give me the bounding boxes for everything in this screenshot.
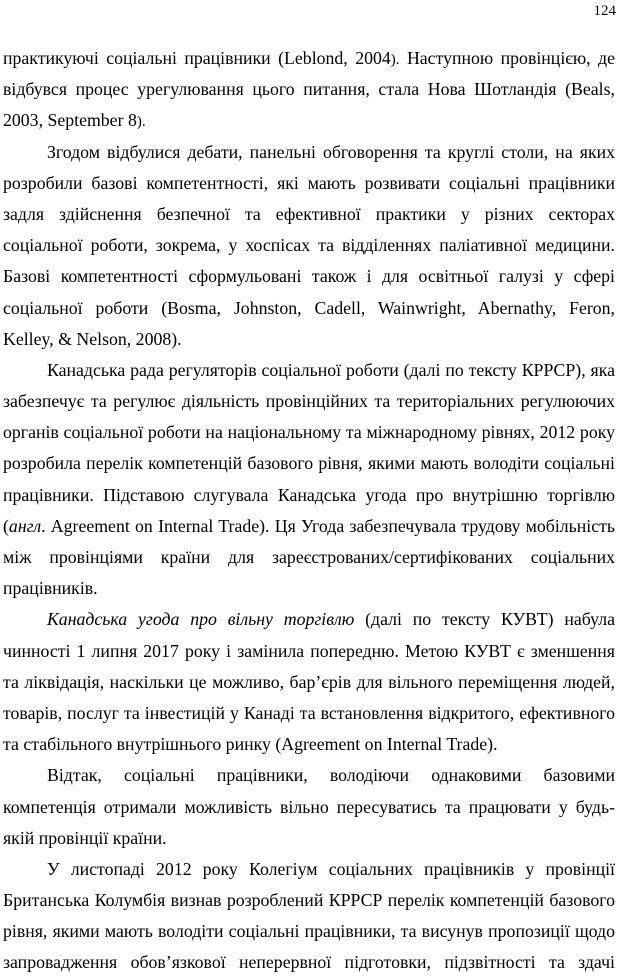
text-segment: рівня, якими мають володіти соціальні працівники, та висунув пропозиції щодо bbox=[3, 921, 615, 942]
text-segment: компетенція отримали можливість вільно пересуватись та працювати у будь- bbox=[3, 796, 615, 817]
text-line bbox=[3, 698, 615, 729]
text-segment: товарів, послуг та інвестицій у Канаді та встановлення відкритого, ефективного bbox=[3, 702, 615, 723]
text-segment: працівники. Підставою слугувала Канадська угода про внутрішню торгівлю bbox=[3, 484, 615, 505]
text-line bbox=[3, 604, 615, 635]
text-segment: задля здійснення безпечної та ефективної практики у різних секторах bbox=[3, 203, 615, 224]
text-line bbox=[3, 199, 615, 230]
text-line bbox=[3, 573, 615, 604]
text-segment: чинності 1 липня 2017 року і замінила попередню. Метою КУВТ є зменшення bbox=[3, 640, 615, 661]
text-segment: та стабільного внутрішнього ринку (Agreement on Internal Trade). bbox=[3, 734, 498, 755]
text-segment: відбувся процес урегулювання цього питання, стала Нова Шотландія (Beals, bbox=[3, 79, 615, 100]
text-line bbox=[3, 230, 615, 261]
text-segment: розробили базові компетентності, які мають розвивати соціальні працівники bbox=[3, 172, 615, 193]
text-line bbox=[3, 885, 615, 916]
text-line bbox=[3, 636, 615, 667]
text-line bbox=[3, 667, 615, 698]
text-line bbox=[3, 137, 615, 168]
text-segment: органів соціальної роботи на національному та міжнародному рівнях, 2012 року bbox=[3, 422, 615, 443]
text-segment: соціальної роботи (Bosma, Johnston, Cadell, Wainwright, Abernathy, Feron, bbox=[3, 297, 615, 318]
text-segment: ). bbox=[390, 52, 400, 68]
text-segment: розробила перелік компетенцій базового рівня, якими мають володіти соціальні bbox=[3, 453, 615, 474]
text-line bbox=[3, 729, 615, 760]
text-line bbox=[3, 293, 615, 324]
text-line bbox=[3, 511, 615, 542]
text-segment: Британська Колумбія визнав розроблений КРРСР перелік компетенцій базового bbox=[3, 890, 615, 911]
text-segment: практикуючі соціальні працівники (Leblond, 2004 bbox=[3, 48, 391, 68]
text-segment: ( bbox=[3, 515, 9, 536]
text-line bbox=[3, 324, 615, 355]
text-segment: Канадська угода про вільну торгівлю bbox=[47, 609, 355, 630]
text-segment: якій провінції країни. bbox=[3, 827, 167, 848]
text-line bbox=[3, 261, 615, 292]
text-segment: та ліквідація, наскільки це можливо, бар’єрів для вільного переміщення людей, bbox=[3, 671, 615, 692]
text-line bbox=[3, 760, 615, 791]
page-number: 124 bbox=[593, 3, 616, 19]
text-segment: запровадження обов’язкової неперервної підготовки, підзвітності та здачі bbox=[3, 952, 615, 973]
text-segment: Kelley, & Nelson, 2008). bbox=[3, 328, 182, 349]
text-segment: забезпечує та регулює діяльність провінційних та територіальних регулюючих bbox=[3, 391, 615, 412]
text-segment: Відтак, соціальні працівники, володіючи однаковими базовими bbox=[47, 765, 615, 786]
text-segment: соціальної роботи, зокрема, у хоспісах та відділеннях паліативної медицини. bbox=[3, 235, 615, 256]
text-line bbox=[3, 448, 615, 479]
text-segment: Наступною провінцією, де bbox=[399, 48, 615, 68]
text-line bbox=[3, 947, 615, 978]
text-segment: між провінціями країни для зареєстрованих/сертифікованих соціальних bbox=[3, 547, 615, 567]
text-line bbox=[3, 823, 615, 854]
text-line bbox=[3, 105, 615, 136]
text-segment: . Agreement on Internal Trade). Ця Угода забезпечувала трудову мобільність bbox=[41, 515, 615, 536]
text-segment: Згодом відбулися дебати, панельні обговорення та круглі столи, на яких bbox=[47, 141, 615, 162]
text-line bbox=[3, 916, 615, 947]
text-segment: Канадська рада регуляторів соціальної роботи (далі по тексту КРРСР), яка bbox=[47, 359, 615, 380]
text-line bbox=[3, 74, 615, 105]
body-text bbox=[3, 43, 615, 979]
text-segment: працівників. bbox=[3, 578, 98, 599]
text-segment: У листопаді 2012 року Колегіум соціальних працівників у провінції bbox=[47, 858, 615, 879]
text-line bbox=[3, 542, 615, 573]
text-line bbox=[3, 168, 615, 199]
text-segment: Базові компетентності сформульовані також і для освітньої галузі у сфері bbox=[3, 266, 615, 287]
text-line bbox=[3, 854, 615, 885]
text-segment: ). bbox=[136, 114, 146, 131]
text-line bbox=[3, 355, 615, 386]
text-line bbox=[3, 386, 615, 417]
text-segment: 2003, September 8 bbox=[3, 110, 137, 131]
text-line bbox=[3, 792, 615, 823]
text-segment: англ bbox=[8, 515, 42, 536]
text-line bbox=[3, 417, 615, 448]
text-segment: (далі по тексту КУВТ) набула bbox=[354, 609, 615, 630]
text-line bbox=[3, 480, 615, 511]
text-line bbox=[3, 43, 615, 74]
